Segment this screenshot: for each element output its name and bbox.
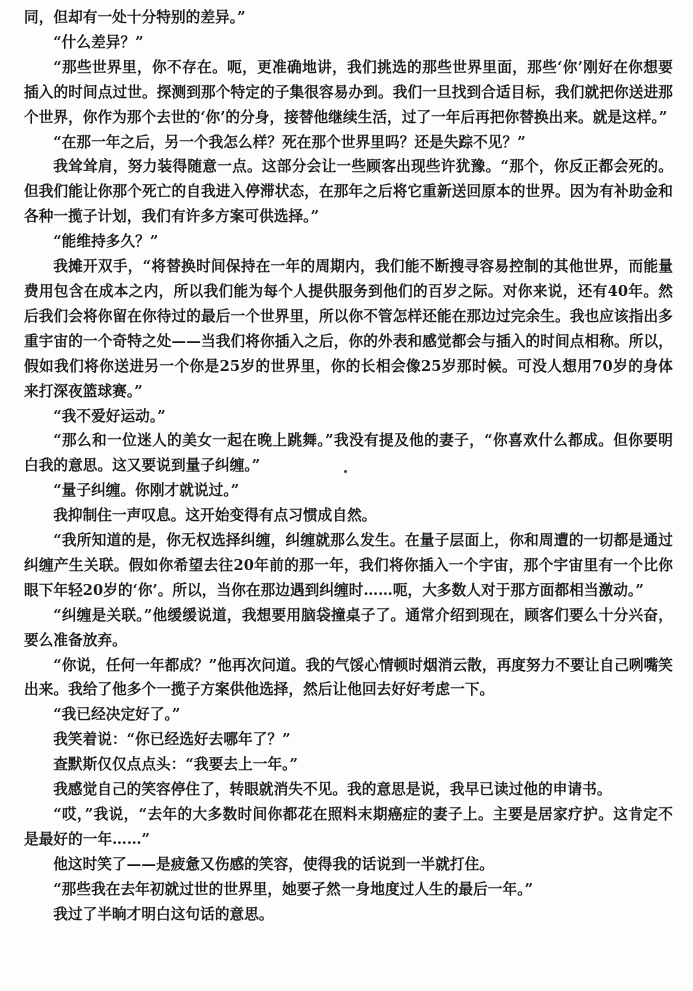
paragraph-20: 他这时笑了——是疲惫又伤感的笑容，使得我的话说到一半就打住。 xyxy=(53,855,495,873)
paragraph-5: 我耸耸肩，努力装得随意一点。这部分会让一些顾客出现些许犹豫。“那个，你反正都会死的。但我们能让你那个死亡的自我进入停滞状态，在那年之后将它重新送回原本的世界。因为有补助金和各种一揽子计划，我们有许多方案可供选择。” xyxy=(24,158,673,226)
paragraph-9: “那么和一位迷人的美女一起在晚上跳舞。”我没有提及他的妻子，“你喜欢什么都成。但你要明白我的意思。这又要说到量子纠缠。” xyxy=(24,432,673,475)
paragraph-21: “那些我在去年初就过世的世界里，她要孑然一身地度过人生的最后一年。” xyxy=(53,880,534,898)
paragraph-19: “哎，”我说，“去年的大多数时间你都花在照料末期癌症的妻子上。主要是居家疗护。这肯定不是最好的一年……” xyxy=(24,806,673,848)
scan-speck xyxy=(344,470,347,473)
paragraph-8: “我不爱好运动。” xyxy=(53,407,166,425)
paragraph-6: “能维持多久？” xyxy=(53,233,159,251)
paragraph-1: 同，但却有一处十分特别的差异。” xyxy=(24,9,246,26)
paragraph-11: 我抑制住一声叹息。这开始变得有点习惯成自然。 xyxy=(53,507,377,525)
paragraph-13: “纠缠是关联。”他缓缓说道，我想要用脑袋撞桌子了。通常介绍到现在，顾客们要么十分兴奋，要么准备放弃。 xyxy=(24,606,673,649)
paragraph-7: 我摊开双手，“将替换时间保持在一年的周期内，我们能不断搜寻容易控制的其他世界，而能量费用包含在成本之内，所以我们能为每个人提供服务到他们的百岁之际。对你来说，还有40年。然后我们会将你留在你待过的最后一个世界里，所以你不管怎样还能在那边过完余生。我也应该指出多重宇宙的一个奇特之处——当我们将你插入之后，你的外表和感觉都会与插入的时间点相称。所以，假如我们将你送进另一个你是25岁的世界里，你的长相会像25岁那时候。可没人想用70岁的身体来打深夜篮球赛。” xyxy=(24,258,673,400)
paragraph-22: 我过了半晌才明白这句话的意思。 xyxy=(53,905,274,923)
paragraph-2: “什么差异？” xyxy=(53,33,144,51)
paragraph-10: “量子纠缠。你刚才就说过。” xyxy=(53,482,240,500)
paragraph-15: “我已经决定好了。” xyxy=(53,706,181,724)
paragraph-18: 我感觉自己的笑容停住了，转眼就消失不见。我的意思是说，我早已读过他的申请书。 xyxy=(53,781,612,799)
paragraph-4: “在那一年之后，另一个我怎么样？死在那个世界里吗？还是失踪不见？” xyxy=(53,133,526,151)
paragraph-14: “你说，任何一年都成？”他再次问道。我的气馁心情顿时烟消云散，再度努力不要让自己咧嘴笑出来。我给了他多个一揽子方案供他选择，然后让他回去好好考虑一下。 xyxy=(24,656,673,699)
paragraph-17: 查默斯仅仅点点头：“我要去上一年。” xyxy=(53,756,298,774)
paragraph-3: “那些世界里，你不存在。呃，更准确地讲，我们挑选的那些世界里面，那些‘你’刚好在你想要插入的时间点过世。探测到那个特定的子集很容易办到。我们一旦找到合适目标，我们就把你送进那个世界，你作为那个去世的‘你’的分身，接替他继续生活，过了一年后再把你替换出来。就是这样。” xyxy=(24,58,673,126)
paragraph-12: “我所知道的是，你无权选择纠缠，纠缠就那么发生。在量子层面上，你和周遭的一切都是通过纠缠产生关联。假如你希望去往20年前的那一年，我们将你插入一个宇宙，那个宇宙里有一个比你眼下年轻20岁的‘你’。所以，当你在那边遇到纠缠时……呃，大多数人对于那方面都相当激动。” xyxy=(24,532,673,599)
paragraph-16: 我笑着说：“你已经选好去哪年了？” xyxy=(53,731,291,749)
